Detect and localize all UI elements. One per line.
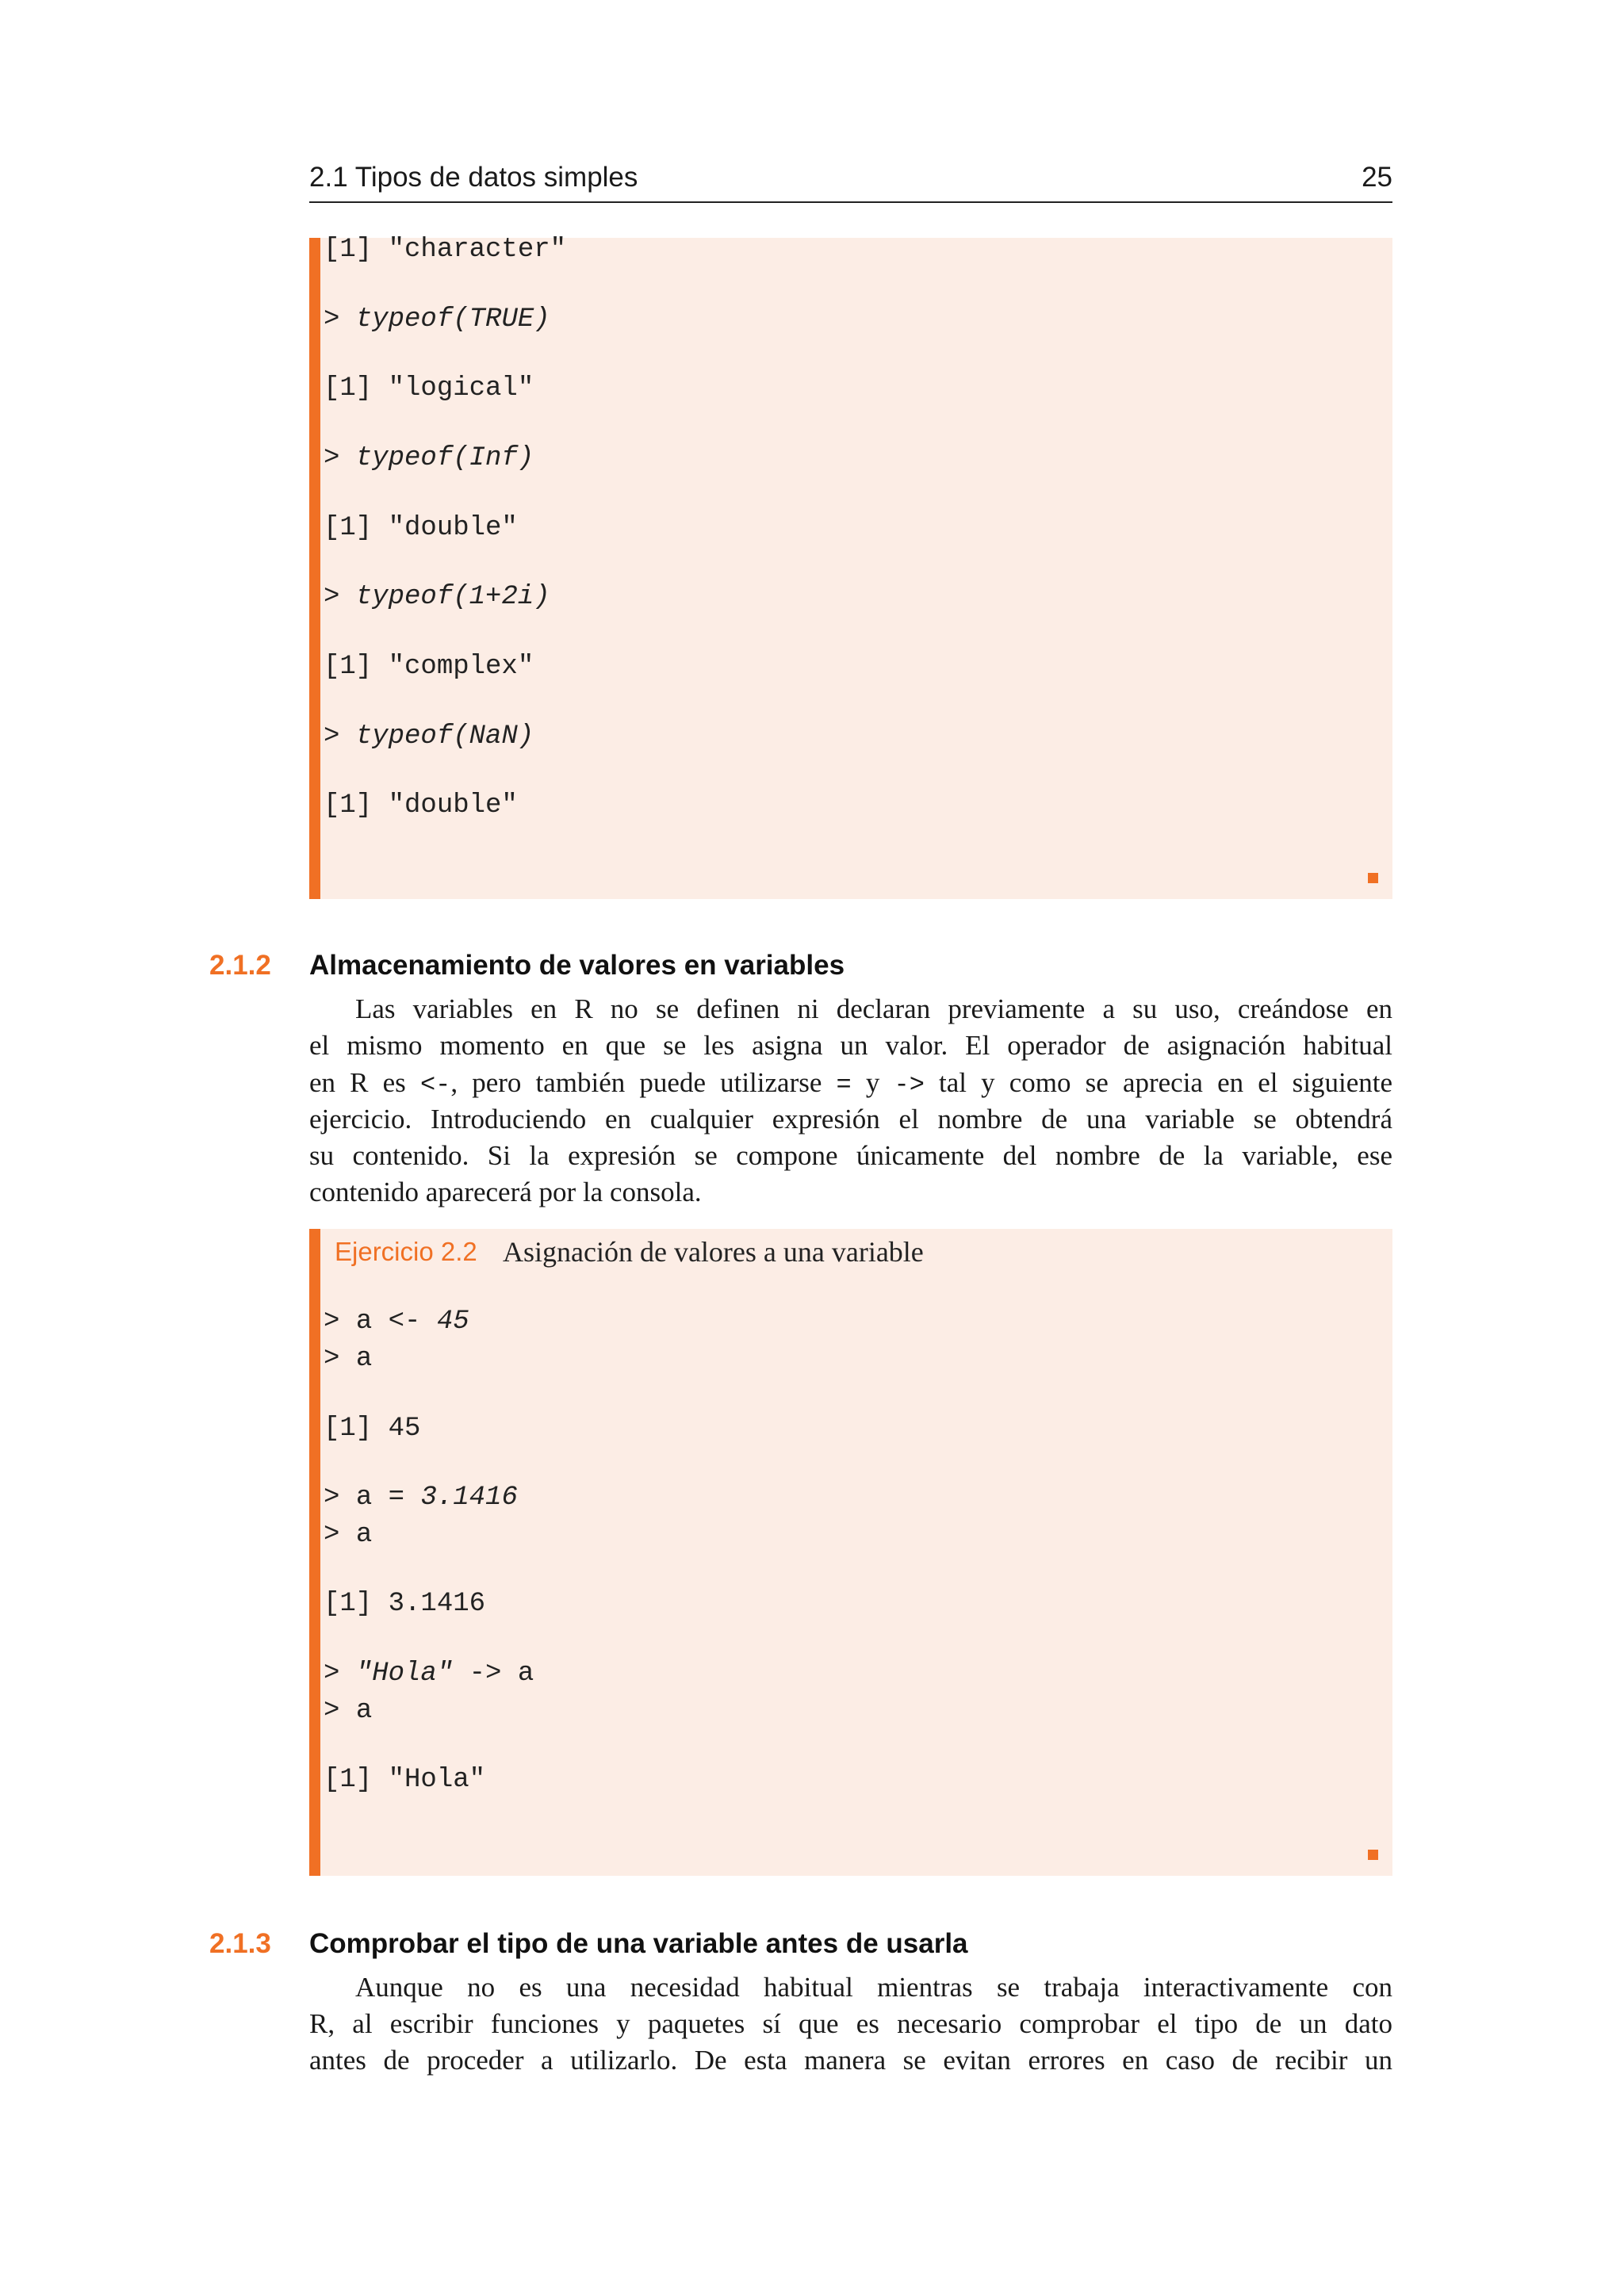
subsection-number: 2.1.3 xyxy=(209,1928,271,1959)
code-input-text: typeof(NaN) xyxy=(355,721,534,752)
running-head-section: 2.1 Tipos de datos simples xyxy=(309,162,638,193)
code-output-line: [1] "double" xyxy=(324,790,518,821)
code-input-line xyxy=(324,304,550,335)
console-prompt: > xyxy=(324,1307,340,1337)
inline-code: -> xyxy=(894,1070,925,1100)
code-input-line xyxy=(324,1520,372,1550)
paragraph-text: , pero también puede utilizarse xyxy=(450,1067,837,1098)
code-input-text: typeof(1+2i) xyxy=(355,582,550,612)
paragraph-line: su contenido. Si la expresión se compone únicamente del nombre de la variable, ese xyxy=(309,1140,1392,1171)
code-input-text: -> a xyxy=(453,1659,534,1689)
console-prompt: > xyxy=(324,721,340,752)
paragraph-line: el mismo momento en que se les asigna un valor. El operador de asignación habitual xyxy=(309,1030,1392,1061)
code-input-line xyxy=(324,1483,518,1513)
code-literal: 45 xyxy=(436,1307,469,1337)
console-prompt: > xyxy=(324,1659,340,1689)
paragraph-line: contenido aparecerá por la consola. xyxy=(309,1177,702,1207)
code-input-text: a xyxy=(355,1520,373,1550)
code-output-line: [1] 45 xyxy=(324,1414,421,1444)
paragraph-line xyxy=(309,1065,1392,1104)
code-literal: "Hola" xyxy=(355,1659,454,1689)
code-input-text: a xyxy=(355,1696,373,1726)
paragraph-line: ejercicio. Introduciendo en cualquier expresión el nombre de una variable se obtendrá xyxy=(309,1104,1392,1135)
code-output-line: [1] "complex" xyxy=(324,652,534,682)
paragraph-line: antes de proceder a utilizarlo. De esta manera se evitan errores en caso de recibir un xyxy=(309,2045,1392,2076)
console-prompt: > xyxy=(324,304,340,335)
code-input-line xyxy=(324,1696,372,1726)
end-of-exercise-mark xyxy=(1368,873,1378,883)
code-input-line xyxy=(324,1344,372,1374)
code-output-line: [1] "Hola" xyxy=(324,1765,486,1795)
end-of-exercise-mark xyxy=(1368,1850,1378,1860)
subsection-title: Almacenamiento de valores en variables xyxy=(309,950,845,981)
console-prompt: > xyxy=(324,1696,340,1726)
paragraph-line: Aunque no es una necesidad habitual mientras se trabaja interactivamente con xyxy=(355,1972,1392,2003)
exercise-label: Ejercicio 2.2 xyxy=(335,1237,477,1266)
console-prompt: > xyxy=(324,582,340,612)
code-output-line: [1] 3.1416 xyxy=(324,1589,486,1619)
code-input-line xyxy=(324,582,550,612)
paragraph-text: y xyxy=(851,1067,894,1098)
code-output-line: [1] "logical" xyxy=(324,373,534,404)
inline-code: = xyxy=(836,1070,852,1100)
code-input-text: a = xyxy=(355,1483,421,1513)
code-input-line xyxy=(324,1307,469,1337)
console-prompt: > xyxy=(324,1520,340,1550)
code-input-text: a xyxy=(355,1344,373,1374)
code-input-text: typeof(Inf) xyxy=(355,443,534,473)
code-output-line: [1] "character" xyxy=(324,235,567,265)
exercise-title: Asignación de valores a una variable xyxy=(503,1236,924,1268)
paragraph-text: tal y como se aprecia en el siguiente xyxy=(924,1067,1393,1098)
code-input-line xyxy=(324,443,534,473)
paragraph-line: Las variables en R no se definen ni declaran previamente a su uso, creándose en xyxy=(355,993,1392,1024)
code-input-text: typeof(TRUE) xyxy=(355,304,550,335)
console-prompt: > xyxy=(324,1344,340,1374)
inline-code: <- xyxy=(419,1070,451,1100)
code-input-line xyxy=(324,721,534,752)
paragraph-text: en R es xyxy=(309,1067,420,1098)
console-prompt: > xyxy=(324,1483,340,1513)
code-input-text: a <- xyxy=(355,1307,437,1337)
page-number: 25 xyxy=(1362,162,1392,193)
code-output-line: [1] "double" xyxy=(324,513,518,543)
code-input-line xyxy=(324,1659,534,1689)
running-head xyxy=(309,160,1392,203)
subsection-number: 2.1.2 xyxy=(209,950,271,981)
paragraph-line: R, al escribir funciones y paquetes sí que es necesario comprobar el tipo de un dato xyxy=(309,2008,1392,2039)
console-prompt: > xyxy=(324,443,340,473)
code-literal: 3.1416 xyxy=(420,1483,518,1513)
subsection-title: Comprobar el tipo de una variable antes de usarla xyxy=(309,1928,968,1959)
